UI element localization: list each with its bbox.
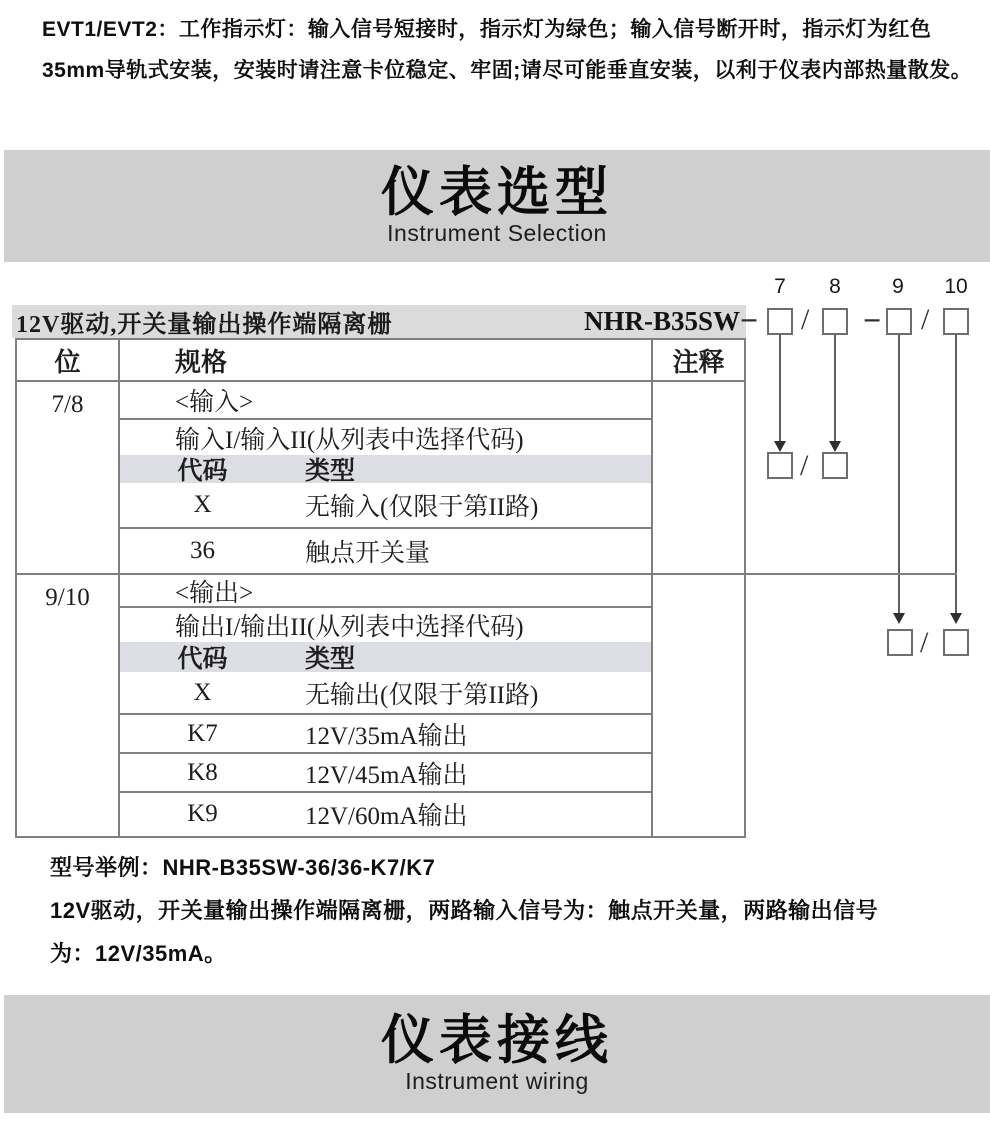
row-code: 36 [190, 537, 215, 564]
band-code-label: 代码 [177, 646, 228, 673]
intro-line-mounting: 35mm导轨式安装，安装时请注意卡位稳定、牢固;请尽可能垂直安装，以利于仪表内部热量散发。 [42, 59, 973, 82]
row-type: 无输出(仅限于第II路) [305, 681, 539, 709]
row-code: K7 [187, 719, 218, 747]
arrow-head-8-icon [829, 441, 841, 452]
model-prefix: NHR-B35SW [583, 306, 740, 336]
col-header-spec: 规格 [120, 340, 653, 380]
col-header-position: 位 [17, 340, 120, 380]
arrow-line-7 [779, 335, 781, 441]
arrow-line-8 [834, 335, 836, 441]
selection-banner-subtitle: Instrument Selection [387, 220, 607, 247]
input-code-box-1 [767, 452, 793, 479]
band-type-label: 类型 [305, 458, 356, 485]
model-dash-1: − [740, 302, 759, 338]
model-example-line: 为：12V/35mA。 [50, 941, 227, 966]
table-row [120, 382, 651, 420]
row-code: X [193, 491, 212, 518]
code-box-8 [822, 308, 848, 335]
digit-label-7: 7 [774, 275, 786, 298]
intro-paragraph [42, 9, 972, 91]
code-box-10 [943, 308, 969, 335]
input-pair-slash: / [800, 449, 809, 482]
note-cell [653, 575, 744, 836]
col-header-note: 注释 [672, 347, 725, 377]
output-spec-column [120, 575, 653, 836]
table-row [120, 793, 651, 834]
arrow-head-9-icon [893, 613, 905, 624]
output-block [17, 575, 744, 836]
input-code-box-2 [822, 452, 848, 479]
arrow-line-10 [955, 335, 957, 613]
model-dash-2: − [863, 302, 882, 338]
position-label: 9/10 [17, 575, 120, 836]
row-type: 12V/45mA输出 [305, 761, 468, 789]
wiring-banner-subtitle: Instrument wiring [405, 1068, 589, 1095]
selection-banner [4, 150, 990, 262]
input-spec-column [120, 382, 653, 573]
output-pair-slash: / [920, 626, 929, 659]
intro-line-indicator: EVT1/EVT2：工作指示灯：输入信号短接时，指示灯为绿色；输入信号断开时，指示灯为红色 [42, 18, 932, 41]
wiring-banner [4, 995, 990, 1113]
digit-label-10: 10 [944, 275, 968, 298]
code-box-7 [767, 308, 793, 335]
section-label: <输入> [175, 389, 254, 416]
row-type: 无输入(仅限于第II路) [305, 494, 539, 521]
code-type-band [120, 455, 651, 483]
model-example-line: 12V驱动，开关量输出操作端隔离栅，两路输入信号为：触点开关量，两路输出信号 [50, 898, 879, 923]
output-code-box-2 [943, 629, 969, 656]
output-code-box-1 [887, 629, 913, 656]
note-cell [653, 382, 744, 573]
arrow-head-10-icon [950, 613, 962, 624]
wiring-banner-title: 仪表接线 [381, 1010, 613, 1070]
table-row [120, 575, 651, 608]
row-type: 12V/35mA输出 [305, 722, 468, 750]
model-slash-2: / [921, 303, 930, 336]
model-example [50, 846, 878, 975]
model-header-strip [12, 305, 746, 338]
row-code: K9 [187, 799, 218, 827]
code-box-9 [886, 308, 912, 335]
selection-banner-title: 仪表选型 [381, 162, 613, 222]
table-row [120, 529, 651, 573]
code-type-band [120, 642, 651, 672]
model-slash-1: / [801, 303, 810, 336]
table-row [120, 420, 651, 455]
band-code-label: 代码 [177, 458, 228, 485]
row-type: 12V/60mA输出 [305, 802, 468, 830]
row-type: 触点开关量 [305, 540, 431, 567]
band-type-label: 类型 [305, 646, 356, 673]
table-row [120, 754, 651, 793]
row-code: K8 [187, 758, 218, 786]
section-label: <输出> [175, 579, 254, 607]
position-label: 7/8 [17, 382, 120, 573]
input-block [17, 382, 744, 575]
table-row [120, 715, 651, 754]
row-code: X [193, 678, 212, 706]
block-separator-extension [746, 573, 957, 575]
table-row [120, 608, 651, 642]
model-example-line: 型号举例：NHR-B35SW-36/36-K7/K7 [50, 855, 436, 880]
arrow-head-7-icon [774, 441, 786, 452]
product-description: 12V驱动,开关量输出操作端隔离栅 [16, 312, 393, 338]
table-header-row [17, 340, 744, 382]
section-subtitle: 输出I/输出II(从列表中选择代码) [175, 614, 524, 641]
arrow-line-9 [898, 335, 900, 613]
selection-table [15, 338, 746, 838]
section-subtitle: 输入I/输入II(从列表中选择代码) [175, 426, 524, 454]
table-row [120, 483, 651, 529]
digit-label-8: 8 [829, 275, 841, 298]
digit-label-9: 9 [892, 275, 904, 298]
table-row [120, 672, 651, 715]
